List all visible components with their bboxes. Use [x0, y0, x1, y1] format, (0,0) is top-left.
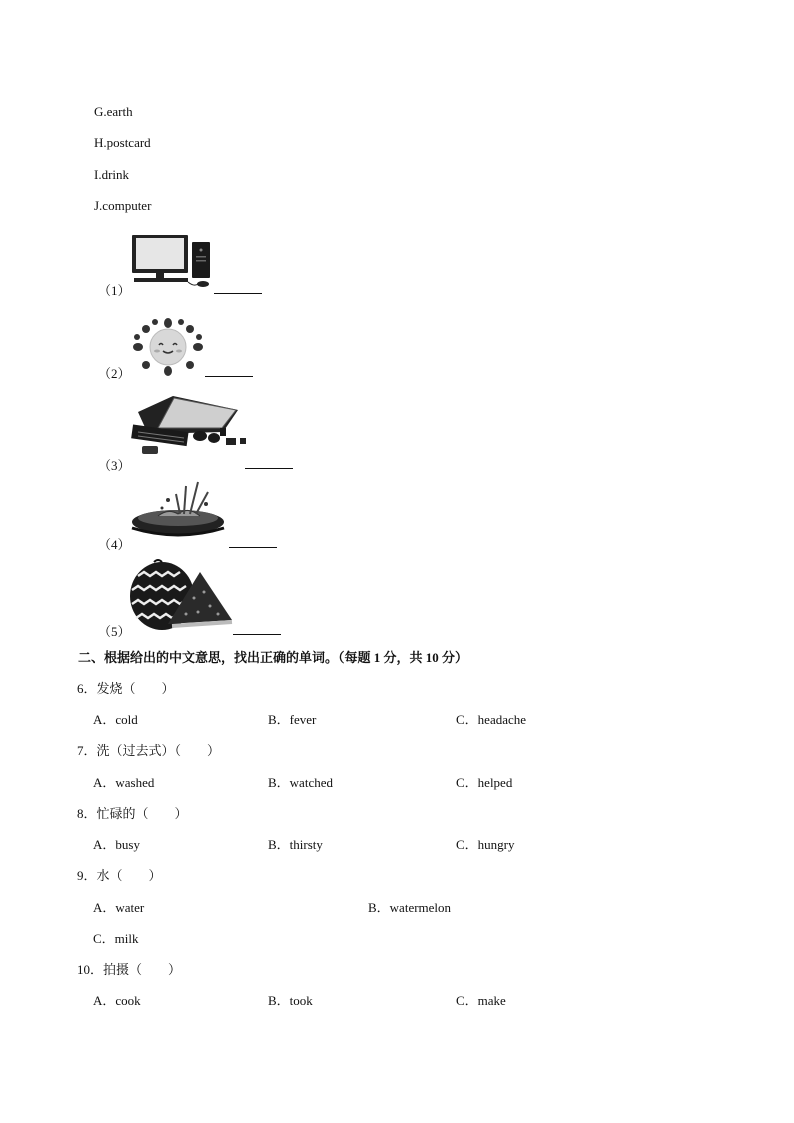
- option-b[interactable]: B．took: [268, 993, 313, 1008]
- option-a[interactable]: A．busy: [93, 837, 140, 852]
- option-b[interactable]: B．watched: [268, 775, 333, 790]
- postcard-icon: [128, 392, 248, 460]
- section-heading: 二、根据给出的中文意思，找出正确的单词。（每题 1 分，共 10 分）: [78, 650, 469, 665]
- option-b[interactable]: B．thirsty: [268, 837, 323, 852]
- picture-item-label: （4）: [98, 537, 131, 552]
- drink-splash-icon: [128, 478, 228, 544]
- option-a[interactable]: A．water: [93, 900, 145, 915]
- word-option-g: G.earth: [94, 104, 133, 119]
- question-stem: 9．水（ ）: [77, 868, 162, 883]
- picture-item-label: （1）: [98, 283, 131, 298]
- question-stem: 10．拍摄（ ）: [77, 962, 182, 977]
- option-c[interactable]: C．hungry: [456, 837, 515, 852]
- option-c[interactable]: C．headache: [456, 712, 527, 727]
- word-option-j: J.computer: [94, 198, 152, 213]
- option-b[interactable]: B．fever: [268, 712, 317, 727]
- picture-item-label: （5）: [98, 624, 131, 639]
- answer-blank[interactable]: [214, 293, 262, 294]
- option-c[interactable]: C．helped: [456, 775, 513, 790]
- picture-item-label: （2）: [98, 366, 131, 381]
- question-stem: 7．洗（过去式）（ ）: [77, 743, 221, 758]
- watermelon-icon: [128, 558, 234, 634]
- answer-blank[interactable]: [245, 468, 293, 469]
- word-option-i: I.drink: [94, 167, 130, 182]
- answer-blank[interactable]: [233, 634, 281, 635]
- option-c[interactable]: C．milk: [93, 931, 139, 946]
- option-b[interactable]: B．watermelon: [368, 900, 452, 915]
- answer-blank[interactable]: [205, 376, 253, 377]
- question-stem: 8．忙碌的（ ）: [77, 806, 188, 821]
- computer-icon: [128, 232, 218, 290]
- option-a[interactable]: A．washed: [93, 775, 155, 790]
- sun-icon: [130, 318, 206, 376]
- option-a[interactable]: A．cook: [93, 993, 141, 1008]
- option-a[interactable]: A．cold: [93, 712, 138, 727]
- option-c[interactable]: C．make: [456, 993, 506, 1008]
- question-stem: 6．发烧（ ）: [77, 681, 175, 696]
- picture-item-label: （3）: [98, 458, 131, 473]
- word-option-h: H.postcard: [94, 135, 151, 150]
- answer-blank[interactable]: [229, 547, 277, 548]
